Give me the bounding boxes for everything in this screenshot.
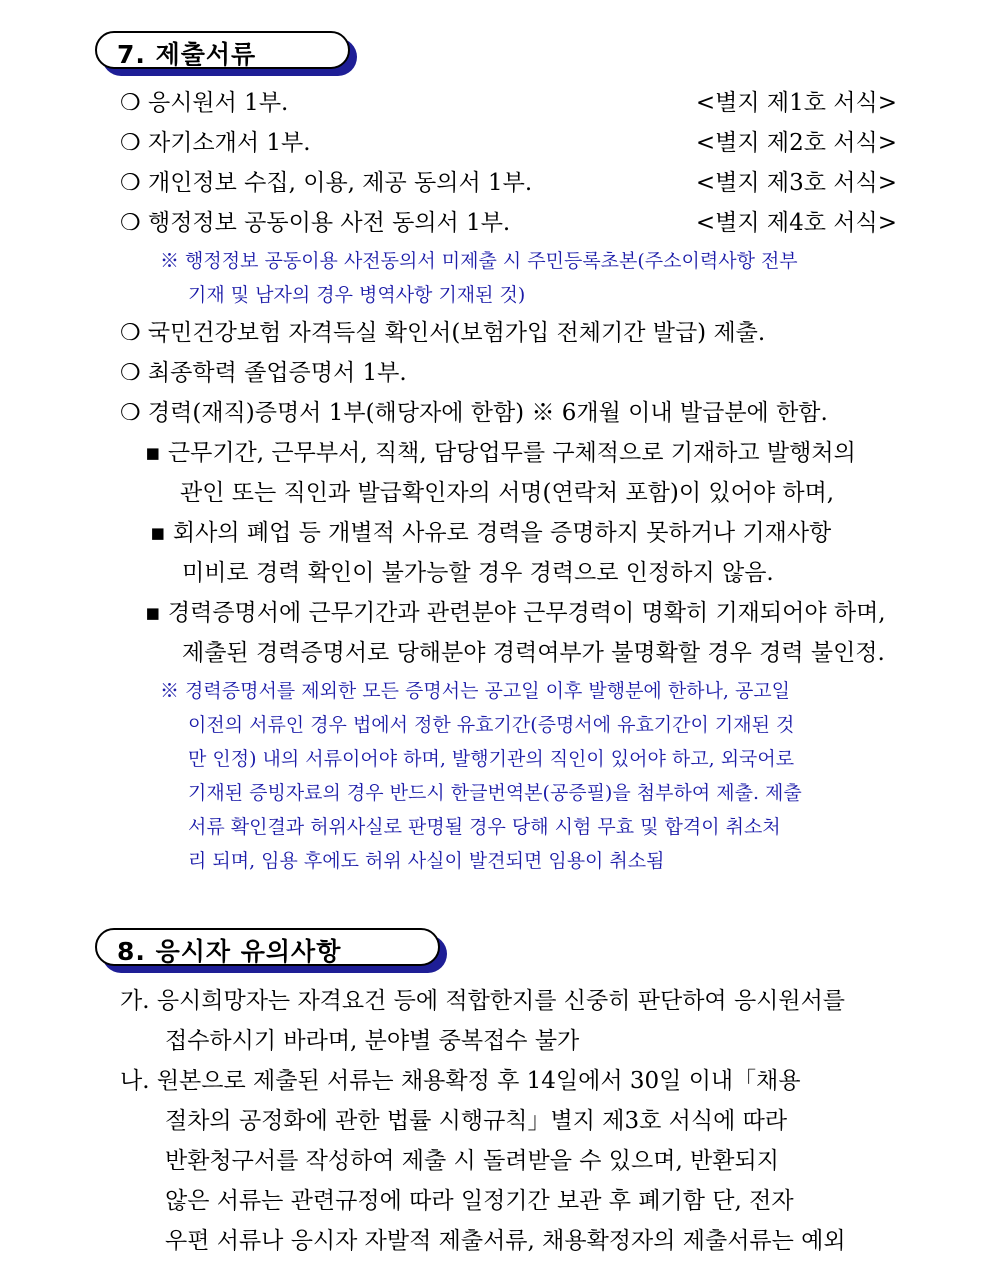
note-1-line-1: ※ 행정정보 공동이용 사전동의서 미제출 시 주민등록초본(주소이력사항 전부 <box>160 250 798 272</box>
sub-2-line-2: 미비로 경력 확인이 불가능할 경우 경력으로 인정하지 않음. <box>182 560 774 586</box>
na-line-5: 우편 서류나 응시자 자발적 제출서류, 채용확정자의 제출서류는 예외 <box>165 1228 846 1254</box>
section-8-heading <box>95 928 440 966</box>
na-line-4: 않은 서류는 관련규정에 따라 일정기간 보관 후 폐기함 단, 전자 <box>165 1188 794 1214</box>
item-graduation-cert: ❍ 최종학력 졸업증명서 1부. <box>120 360 407 386</box>
na-line-1: 나. 원본으로 제출된 서류는 채용확정 후 14일에서 30일 이내「채용 <box>120 1068 801 1094</box>
item-self-intro: ❍ 자기소개서 1부. <box>120 130 311 156</box>
form-ref-1: <별지 제1호 서식> <box>695 90 897 116</box>
section-8-title: 8. 응시자 유의사항 <box>117 937 342 966</box>
note-2-line-5: 서류 확인결과 허위사실로 판명될 경우 당해 시험 무효 및 합격이 취소처 <box>188 816 781 838</box>
sub-2-line-1: ▪ 회사의 폐업 등 개별적 사유로 경력을 증명하지 못하거나 기재사항 <box>150 520 832 546</box>
section-7-heading <box>95 31 350 69</box>
sub-1-line-1: ▪ 근무기간, 근무부서, 직책, 담당업무를 구체적으로 기재하고 발행처의 <box>145 440 856 466</box>
ga-line-1: 가. 응시희망자는 자격요건 등에 적합한지를 신중히 판단하여 응시원서를 <box>120 988 846 1014</box>
sub-1-line-2: 관인 또는 직인과 발급확인자의 서명(연락처 포함)이 있어야 하며, <box>180 480 835 506</box>
section-7-title: 7. 제출서류 <box>117 40 257 69</box>
note-2-line-1: ※ 경력증명서를 제외한 모든 증명서는 공고일 이후 발행분에 한하나, 공고일 <box>160 680 791 702</box>
item-career-cert: ❍ 경력(재직)증명서 1부(해당자에 한함) ※ 6개월 이내 발급분에 한함. <box>120 400 828 426</box>
ga-line-2: 접수하시기 바라며, 분야별 중복접수 불가 <box>165 1028 580 1054</box>
sub-3-line-1: ▪ 경력증명서에 근무기간과 관련분야 근무경력이 명확히 기재되어야 하며, <box>145 600 886 626</box>
note-2-line-6: 리 되며, 임용 후에도 허위 사실이 발견되면 임용이 취소됨 <box>188 850 665 872</box>
form-ref-4: <별지 제4호 서식> <box>695 210 897 236</box>
note-2-line-2: 이전의 서류인 경우 법에서 정한 유효기간(증명서에 유효기간이 기재된 것 <box>188 714 795 736</box>
note-1-line-2: 기재 및 남자의 경우 병역사항 기재된 것) <box>188 284 526 306</box>
note-2-line-3: 만 인정) 내의 서류이어야 하며, 발행기관의 직인이 있어야 하고, 외국어로 <box>188 748 795 770</box>
form-ref-3: <별지 제3호 서식> <box>695 170 897 196</box>
item-application-form: ❍ 응시원서 1부. <box>120 90 289 116</box>
na-line-2: 절차의 공정화에 관한 법률 시행규칙」별지 제3호 서식에 따라 <box>165 1108 788 1134</box>
item-privacy-consent: ❍ 개인정보 수집, 이용, 제공 동의서 1부. <box>120 170 533 196</box>
na-line-3: 반환청구서를 작성하여 제출 시 돌려받을 수 있으며, 반환되지 <box>165 1148 779 1174</box>
item-admin-info-consent: ❍ 행정정보 공동이용 사전 동의서 1부. <box>120 210 511 236</box>
sub-3-line-2: 제출된 경력증명서로 당해분야 경력여부가 불명확할 경우 경력 불인정. <box>182 640 885 666</box>
item-health-insurance: ❍ 국민건강보험 자격득실 확인서(보험가입 전체기간 발급) 제출. <box>120 320 766 346</box>
form-ref-2: <별지 제2호 서식> <box>695 130 897 156</box>
note-2-line-4: 기재된 증빙자료의 경우 반드시 한글번역본(공증필)을 첨부하여 제출. 제출 <box>188 782 802 804</box>
